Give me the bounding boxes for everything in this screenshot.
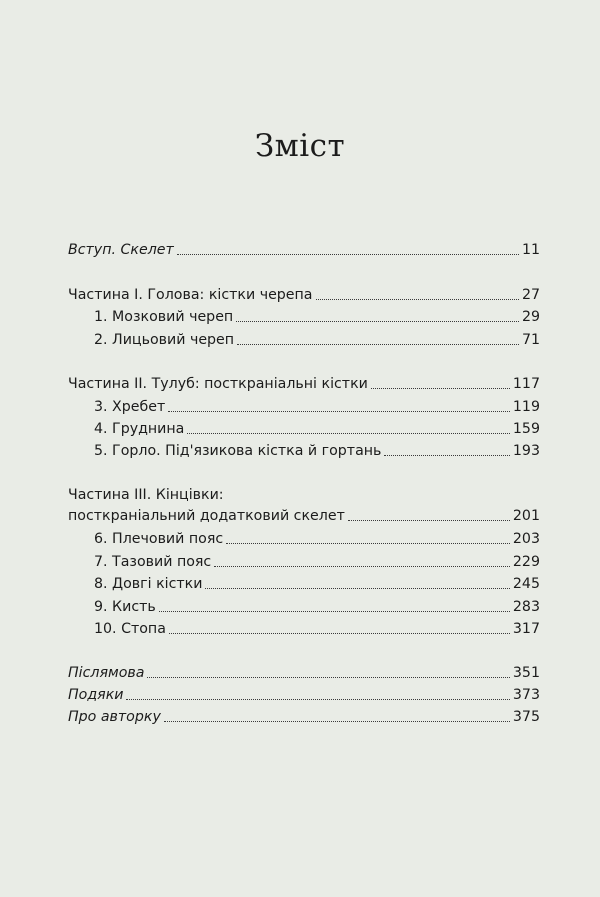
toc-entry-label: 3. Хребет	[94, 399, 166, 415]
toc-entry-page: 373	[512, 687, 540, 703]
dot-leader	[236, 321, 519, 322]
toc-entry-chapter-10[interactable]	[94, 619, 540, 639]
dot-leader	[169, 633, 510, 634]
toc-entry-page: 27	[521, 287, 540, 303]
dot-leader	[316, 299, 519, 300]
toc-entry-chapter-6[interactable]	[94, 529, 540, 549]
toc-entry-page: 193	[512, 443, 540, 459]
toc-entry-label: посткраніальний додатковий скелет	[68, 508, 345, 524]
toc-entry-chapter-7[interactable]	[94, 552, 540, 572]
toc-entry-label: Частина II. Тулуб: посткраніальні кістки	[68, 376, 368, 392]
toc-entry-chapter-3[interactable]	[94, 397, 540, 417]
toc-entry-label: 5. Горло. Під'язикова кістка й гортань	[94, 443, 382, 459]
dot-leader	[159, 611, 510, 612]
dot-leader	[187, 433, 510, 434]
dot-leader	[147, 677, 509, 678]
toc-entry-about-author[interactable]	[68, 707, 540, 727]
toc-entry-page: 375	[512, 709, 540, 725]
toc-entry-label: 10. Стопа	[94, 621, 166, 637]
dot-leader	[168, 411, 510, 412]
toc-entry-label: Післямова	[68, 665, 145, 681]
toc-entry-page: 245	[512, 576, 540, 592]
toc-entry-page: 119	[512, 399, 540, 415]
toc-entry-page: 159	[512, 421, 540, 437]
toc-entry-chapter-5[interactable]	[94, 441, 540, 461]
toc-entry-chapter-2[interactable]	[94, 330, 540, 350]
toc-entry-label: Вступ. Скелет	[68, 242, 174, 258]
toc-entry-page: 203	[512, 531, 540, 547]
page-title: Зміст	[254, 128, 346, 164]
toc-entry-page: 229	[512, 554, 540, 570]
dot-leader	[226, 543, 510, 544]
toc-entry-part-3[interactable]	[68, 506, 540, 526]
toc-entry-chapter-8[interactable]	[94, 574, 540, 594]
toc-entry-chapter-9[interactable]	[94, 597, 540, 617]
toc-entry-page: 351	[512, 665, 540, 681]
toc-entry-label: Про авторку	[68, 709, 161, 725]
toc-entry-label: 2. Лицьовий череп	[94, 332, 235, 348]
toc-entry-page: 11	[521, 242, 540, 258]
toc-entry-page: 317	[512, 621, 540, 637]
dot-leader	[177, 254, 519, 255]
toc-entry-label: Подяки	[68, 687, 124, 703]
toc-entry-page: 201	[512, 508, 540, 524]
toc-entry-label: 8. Довгі кістки	[94, 576, 203, 592]
toc-entry-label: 9. Кисть	[94, 599, 156, 615]
toc-part-3-heading: Частина III. Кінцівки:	[68, 487, 224, 503]
toc-entry-page: 283	[512, 599, 540, 615]
toc-entry-page: 29	[521, 309, 540, 325]
dot-leader	[384, 455, 510, 456]
toc-entry-label: 7. Тазовий пояс	[94, 554, 212, 570]
toc-entry-part-2[interactable]	[68, 374, 540, 394]
toc-entry-part-1[interactable]	[68, 285, 540, 305]
toc-entry-label: 4. Груднина	[94, 421, 185, 437]
toc-entry-page: 71	[521, 332, 540, 348]
toc-entry-label: 1. Мозковий череп	[94, 309, 234, 325]
toc-entry-label: 6. Плечовий пояс	[94, 531, 224, 547]
dot-leader	[348, 520, 510, 521]
dot-leader	[237, 344, 519, 345]
dot-leader	[205, 588, 509, 589]
toc-entry-chapter-1[interactable]	[94, 307, 540, 327]
toc-entry-afterword[interactable]	[68, 663, 540, 683]
dot-leader	[126, 699, 509, 700]
dot-leader	[371, 388, 510, 389]
toc-entry-label: Частина I. Голова: кістки черепа	[68, 287, 313, 303]
toc-entry-page: 117	[512, 376, 540, 392]
toc-entry-chapter-4[interactable]	[94, 419, 540, 439]
dot-leader	[164, 721, 510, 722]
toc-entry-acknowledgements[interactable]	[68, 685, 540, 705]
dot-leader	[214, 566, 510, 567]
toc-entry-intro[interactable]	[68, 240, 540, 260]
